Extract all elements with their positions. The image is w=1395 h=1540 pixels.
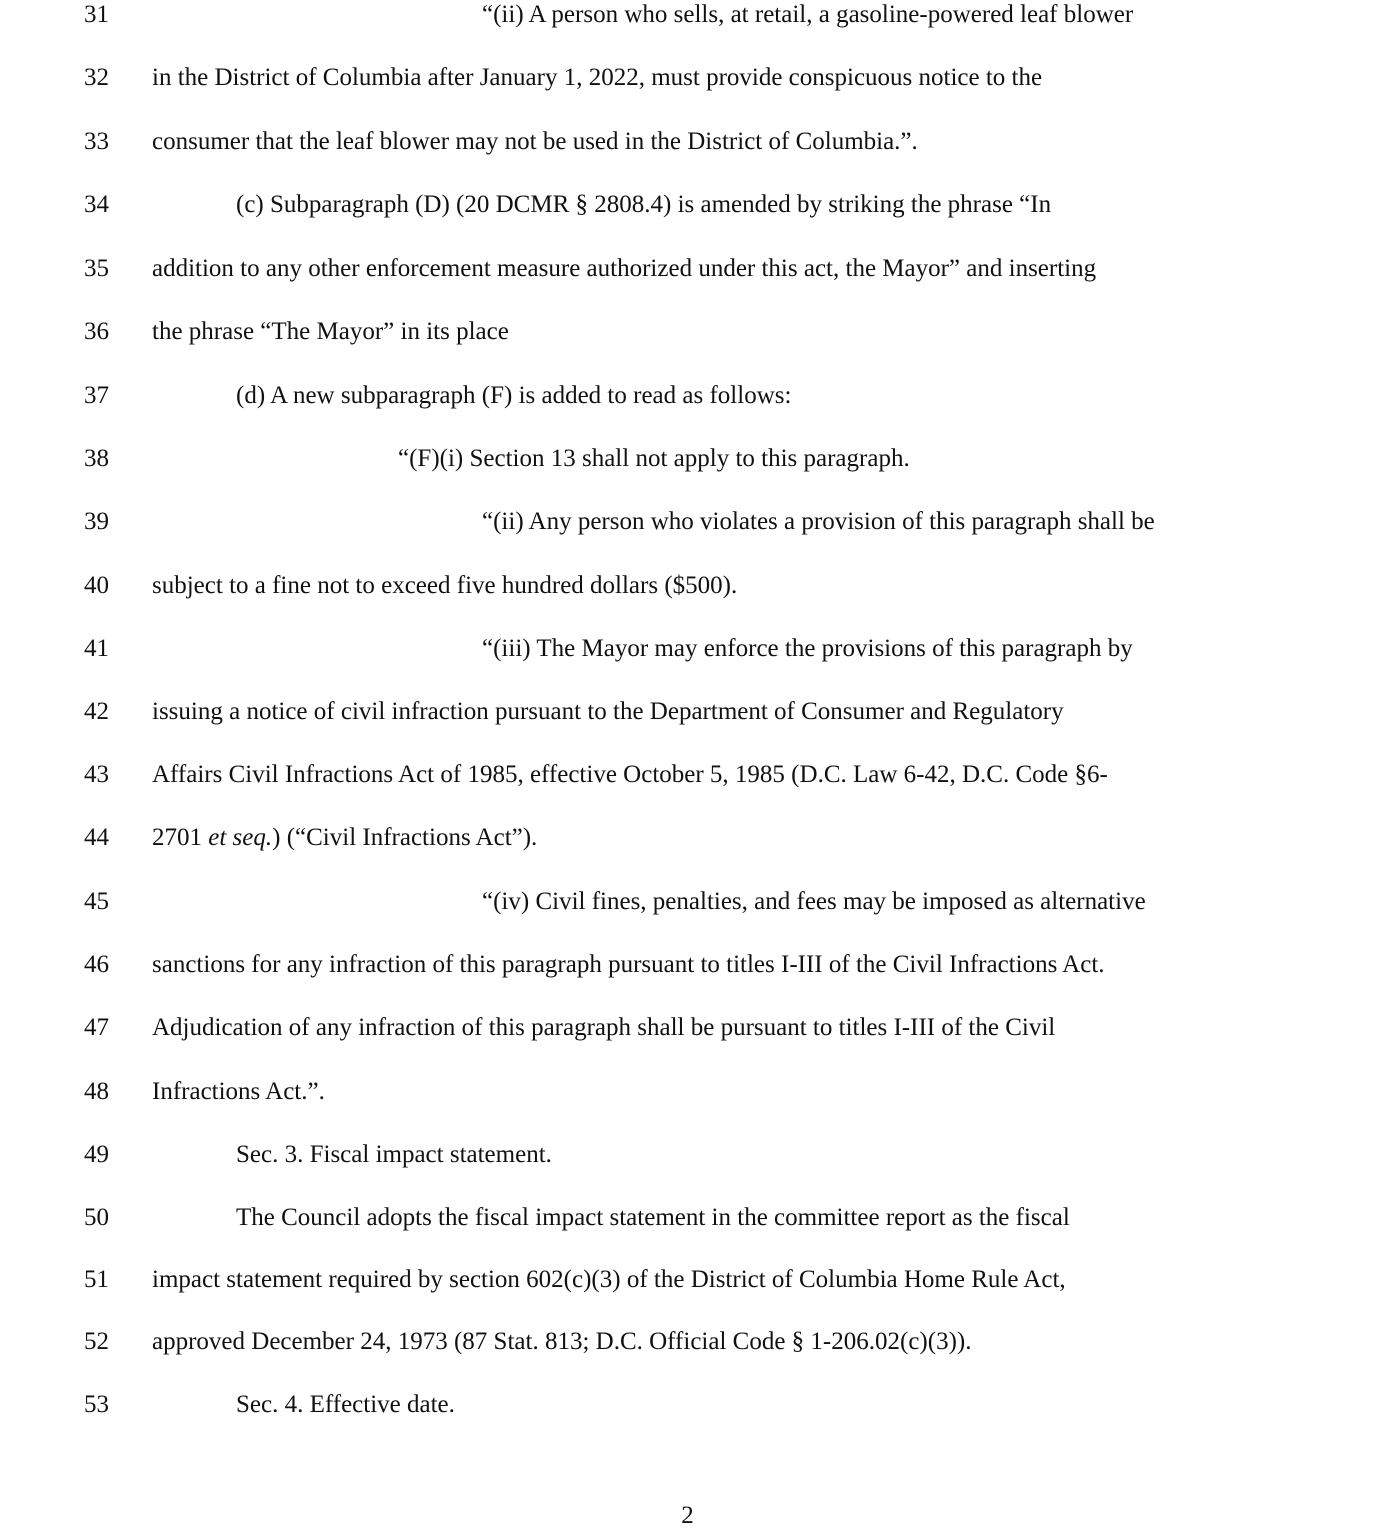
document-line	[0, 249, 1395, 289]
document-line	[0, 1198, 1395, 1238]
line-number: 49	[84, 1141, 109, 1168]
line-number: 46	[84, 951, 109, 978]
line-text-part: ) (“Civil Infractions Act”).	[272, 824, 538, 851]
line-number: 48	[84, 1078, 109, 1105]
page-number: 2	[681, 1502, 694, 1529]
document-line	[0, 566, 1395, 606]
line-text: issuing a notice of civil infraction pursuant to the Department of Consumer and Regulatory	[152, 698, 1064, 725]
line-number: 35	[84, 255, 109, 282]
document-line	[0, 502, 1395, 542]
line-number: 41	[84, 635, 109, 662]
line-text: “(F)(i) Section 13 shall not apply to this paragraph.	[398, 445, 910, 472]
document-line	[0, 376, 1395, 416]
line-text: in the District of Columbia after January 1, 2022, must provide conspicuous notice to the	[152, 64, 1043, 91]
line-number: 43	[84, 761, 109, 788]
line-number: 50	[84, 1204, 109, 1231]
line-number: 40	[84, 572, 109, 599]
line-number: 39	[84, 508, 109, 535]
document-line	[0, 629, 1395, 669]
line-number: 51	[84, 1266, 109, 1293]
line-text: consumer that the leaf blower may not be used in the District of Columbia.”.	[152, 128, 918, 155]
line-number: 47	[84, 1014, 109, 1041]
line-text: approved December 24, 1973 (87 Stat. 813; D.C. Official Code § 1-206.02(c)(3)).	[152, 1328, 972, 1355]
line-text-part: 2701	[152, 824, 209, 851]
document-line	[0, 1072, 1395, 1112]
document-line	[0, 1322, 1395, 1362]
line-text: “(iii) The Mayor may enforce the provisions of this paragraph by	[482, 635, 1133, 662]
line-number: 37	[84, 382, 109, 409]
line-text: Infractions Act.”.	[152, 1078, 325, 1105]
document-line	[0, 1260, 1395, 1300]
document-line	[0, 692, 1395, 732]
italic-citation: et seq.	[208, 824, 273, 851]
line-text: Sec. 3. Fiscal impact statement.	[236, 1141, 552, 1168]
line-number: 38	[84, 445, 109, 472]
document-line	[0, 1135, 1395, 1175]
line-text: addition to any other enforcement measure authorized under this act, the Mayor” and inserting	[152, 255, 1097, 282]
line-text: subject to a fine not to exceed five hundred dollars ($500).	[152, 572, 738, 599]
line-text	[152, 818, 537, 858]
line-number: 33	[84, 128, 109, 155]
line-text: Sec. 4. Effective date.	[236, 1391, 455, 1418]
document-line	[0, 122, 1395, 162]
document-line	[0, 185, 1395, 225]
line-number: 42	[84, 698, 109, 725]
document-line	[0, 818, 1395, 858]
line-text: sanctions for any infraction of this paragraph pursuant to titles I-III of the Civil Infractions Act.	[152, 951, 1105, 978]
line-text: impact statement required by section 602(c)(3) of the District of Columbia Home Rule Act,	[152, 1266, 1066, 1293]
line-number: 53	[84, 1391, 109, 1418]
document-line	[0, 0, 1395, 35]
line-number: 44	[84, 824, 109, 851]
line-text: The Council adopts the fiscal impact statement in the committee report as the fiscal	[236, 1204, 1070, 1231]
line-text: “(ii) A person who sells, at retail, a gasoline-powered leaf blower	[482, 1, 1134, 28]
line-text: “(ii) Any person who violates a provision of this paragraph shall be	[482, 508, 1155, 535]
document-line	[0, 945, 1395, 985]
line-number: 34	[84, 191, 109, 218]
line-text: Adjudication of any infraction of this paragraph shall be pursuant to titles I-III of the Civil	[152, 1014, 1056, 1041]
line-text: Affairs Civil Infractions Act of 1985, effective October 5, 1985 (D.C. Law 6-42, D.C. Code §6-	[152, 761, 1108, 788]
document-line	[0, 58, 1395, 98]
line-text: “(iv) Civil fines, penalties, and fees may be imposed as alternative	[482, 888, 1146, 915]
line-number: 36	[84, 318, 109, 345]
line-number: 32	[84, 64, 109, 91]
document-line	[0, 1385, 1395, 1425]
line-text: the phrase “The Mayor” in its place	[152, 318, 509, 345]
line-text: (c) Subparagraph (D) (20 DCMR § 2808.4) is amended by striking the phrase “In	[236, 191, 1052, 218]
document-line	[0, 312, 1395, 352]
line-number: 52	[84, 1328, 109, 1355]
document-line	[0, 439, 1395, 479]
document-line	[0, 1008, 1395, 1048]
document-line	[0, 882, 1395, 922]
line-number: 45	[84, 888, 109, 915]
line-text: (d) A new subparagraph (F) is added to read as follows:	[236, 382, 792, 409]
line-number: 31	[84, 1, 109, 28]
document-line	[0, 755, 1395, 795]
